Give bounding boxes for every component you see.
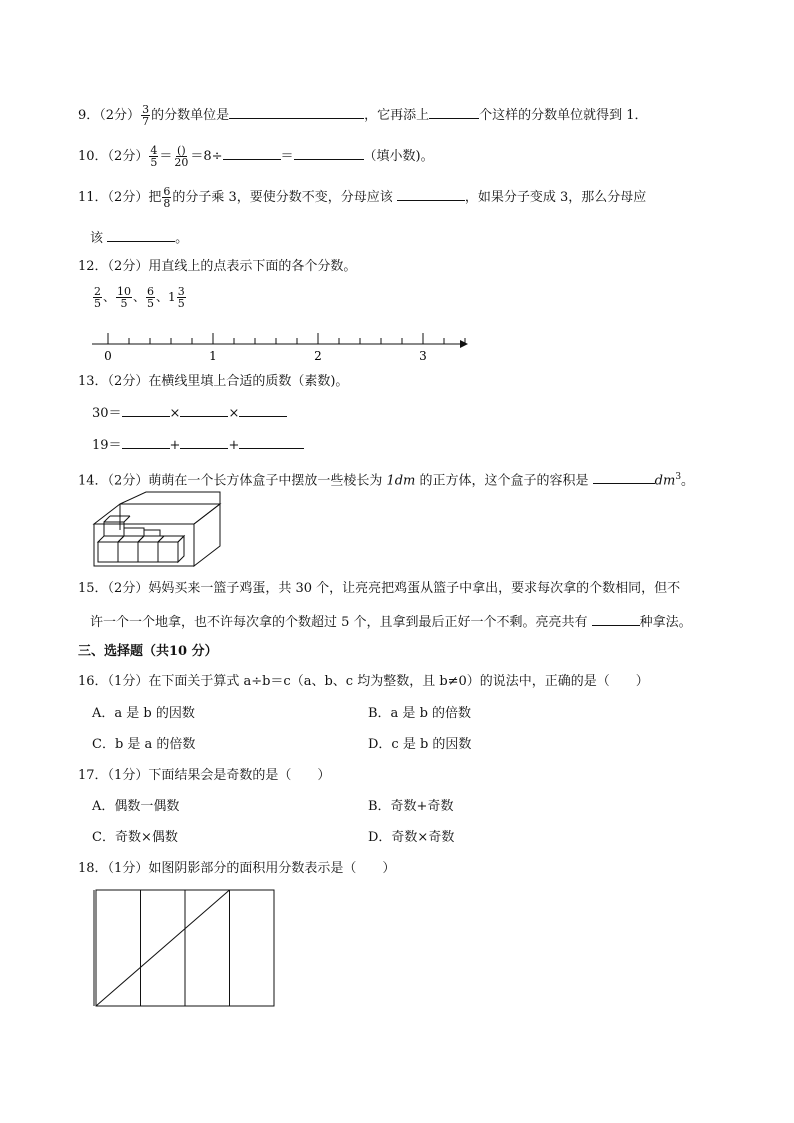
- answer-blank[interactable]: [122, 403, 170, 417]
- question-15: 15．（2分）妈妈买来一篮子鸡蛋，共 30 个，让亮亮把鸡蛋从篮子中拿出，要求每次拿的个数相同，但不: [78, 581, 681, 596]
- question-18: 18．（1分）如图阴影部分的面积用分数表示是（ ）: [78, 861, 396, 876]
- answer-blank[interactable]: [122, 435, 170, 449]
- answer-blank[interactable]: [593, 470, 655, 484]
- question-score: （2分）: [107, 149, 149, 164]
- tick-label: 2: [314, 349, 322, 363]
- question-score: （2分）: [107, 581, 149, 596]
- question-number: 15．: [78, 581, 108, 596]
- question-number: 17．: [78, 768, 108, 783]
- answer-blank[interactable]: [592, 612, 640, 626]
- question-number: 9．: [78, 108, 100, 123]
- answer-blank[interactable]: [239, 435, 304, 449]
- fraction: $\frac{10}{5}$: [117, 285, 132, 310]
- tick-label: 3: [419, 349, 427, 363]
- question-score: （1分）: [107, 768, 149, 783]
- answer-blank[interactable]: [180, 403, 228, 417]
- question-score: （2分）: [107, 374, 149, 389]
- question-number: 16．: [78, 674, 108, 689]
- answer-blank[interactable]: [397, 187, 465, 201]
- option-d[interactable]: D．c 是 b 的因数: [368, 737, 472, 752]
- fraction-list: $\frac{2}{5}$ 、 $\frac{10}{5}$ 、 $\frac{6}{5}$ 、1 $\frac{3}{5}$: [94, 285, 185, 310]
- equation-19: 19＝ + +: [92, 435, 304, 455]
- question-number: 12．: [78, 259, 108, 274]
- question-number: 10．: [78, 149, 108, 164]
- question-16: 16．（1分）在下面关于算式 a÷b＝c（a、b、c 均为整数，且 b≠0）的说法中，正确的是（ ）: [78, 674, 649, 689]
- fraction: $\frac{6}{8}$: [163, 185, 171, 210]
- question-score: （2分）: [107, 259, 149, 274]
- fraction: $\frac{3}{7}$: [142, 103, 150, 128]
- question-score: （2分）: [107, 190, 149, 205]
- shaded-rectangle-figure: [92, 886, 282, 1011]
- option-c[interactable]: C．b 是 a 的倍数: [92, 737, 196, 752]
- answer-blank[interactable]: [223, 146, 281, 160]
- option-d[interactable]: D．奇数×奇数: [368, 830, 455, 845]
- fraction: $\frac{4}{5}$: [150, 144, 158, 169]
- option-c[interactable]: C．奇数×偶数: [92, 830, 178, 845]
- answer-blank[interactable]: [180, 435, 228, 449]
- option-a[interactable]: A．偶数一偶数: [92, 799, 180, 814]
- question-12: 12．（2分）用直线上的点表示下面的各个分数。: [78, 259, 357, 274]
- answer-blank[interactable]: [294, 146, 364, 160]
- question-13: 13．（2分）在横线里填上合适的质数（素数)。: [78, 374, 349, 389]
- question-score: （1分）: [107, 861, 149, 876]
- box-with-cubes-figure: [90, 490, 230, 570]
- tick-label: 1: [209, 349, 217, 363]
- question-15-cont: 许一个一个地拿，也不许每次拿的个数超过 5 个，且拿到最后正好一个不剩。亮亮共有 种拿法。: [90, 612, 692, 632]
- question-11-cont: 该 。: [90, 228, 188, 248]
- question-score: （2分）: [107, 473, 149, 489]
- tick-label: 0: [104, 349, 112, 363]
- fraction: $\frac{6}{5}$: [147, 285, 155, 310]
- question-9: 9．（2分） $\frac{3}{7}$ 的分数单位是 ，它再添上 个这样的分数单位就得到 1．: [78, 103, 648, 128]
- question-10: 10．（2分） $\frac{4}{5}$ ＝ $\frac{()}{20}$ ＝8÷ ＝ （填小数)。: [78, 144, 434, 169]
- question-number: 11．: [78, 190, 108, 205]
- answer-blank[interactable]: [229, 105, 364, 119]
- equation-30: 30＝ × ×: [92, 403, 287, 423]
- option-a[interactable]: A．a 是 b 的因数: [92, 706, 195, 721]
- question-score: （2分）: [99, 108, 141, 123]
- fraction-blank[interactable]: $\frac{()}{20}$: [174, 144, 189, 169]
- question-score: （1分）: [107, 674, 149, 689]
- number-line-arrow: [460, 340, 468, 348]
- number-line: [0, 330, 794, 370]
- question-14: 14．（2分）萌萌在一个长方体盒子中摆放一些棱长为 1dm 的正方体，这个盒子的容积是 $dm^3$。: [78, 472, 695, 489]
- option-b[interactable]: B．a 是 b 的倍数: [368, 706, 472, 721]
- option-b[interactable]: B．奇数+奇数: [368, 799, 454, 814]
- question-11: 11．（2分）把 $\frac{6}{8}$ 的分子乘 3，要使分数不变，分母应该 ，如果分子变成 3，那么分母应: [78, 185, 647, 210]
- section-heading: 三、选择题（共10 分）: [78, 644, 218, 659]
- answer-blank[interactable]: [107, 228, 175, 242]
- fraction: $\frac{3}{5}$: [177, 285, 185, 310]
- question-number: 14．: [78, 473, 108, 489]
- fraction: $\frac{2}{5}$: [94, 285, 101, 310]
- question-number: 13．: [78, 374, 108, 389]
- answer-blank[interactable]: [239, 403, 287, 417]
- question-number: 18．: [78, 861, 108, 876]
- question-17: 17．（1分）下面结果会是奇数的是（ ）: [78, 768, 331, 783]
- answer-blank[interactable]: [429, 105, 479, 119]
